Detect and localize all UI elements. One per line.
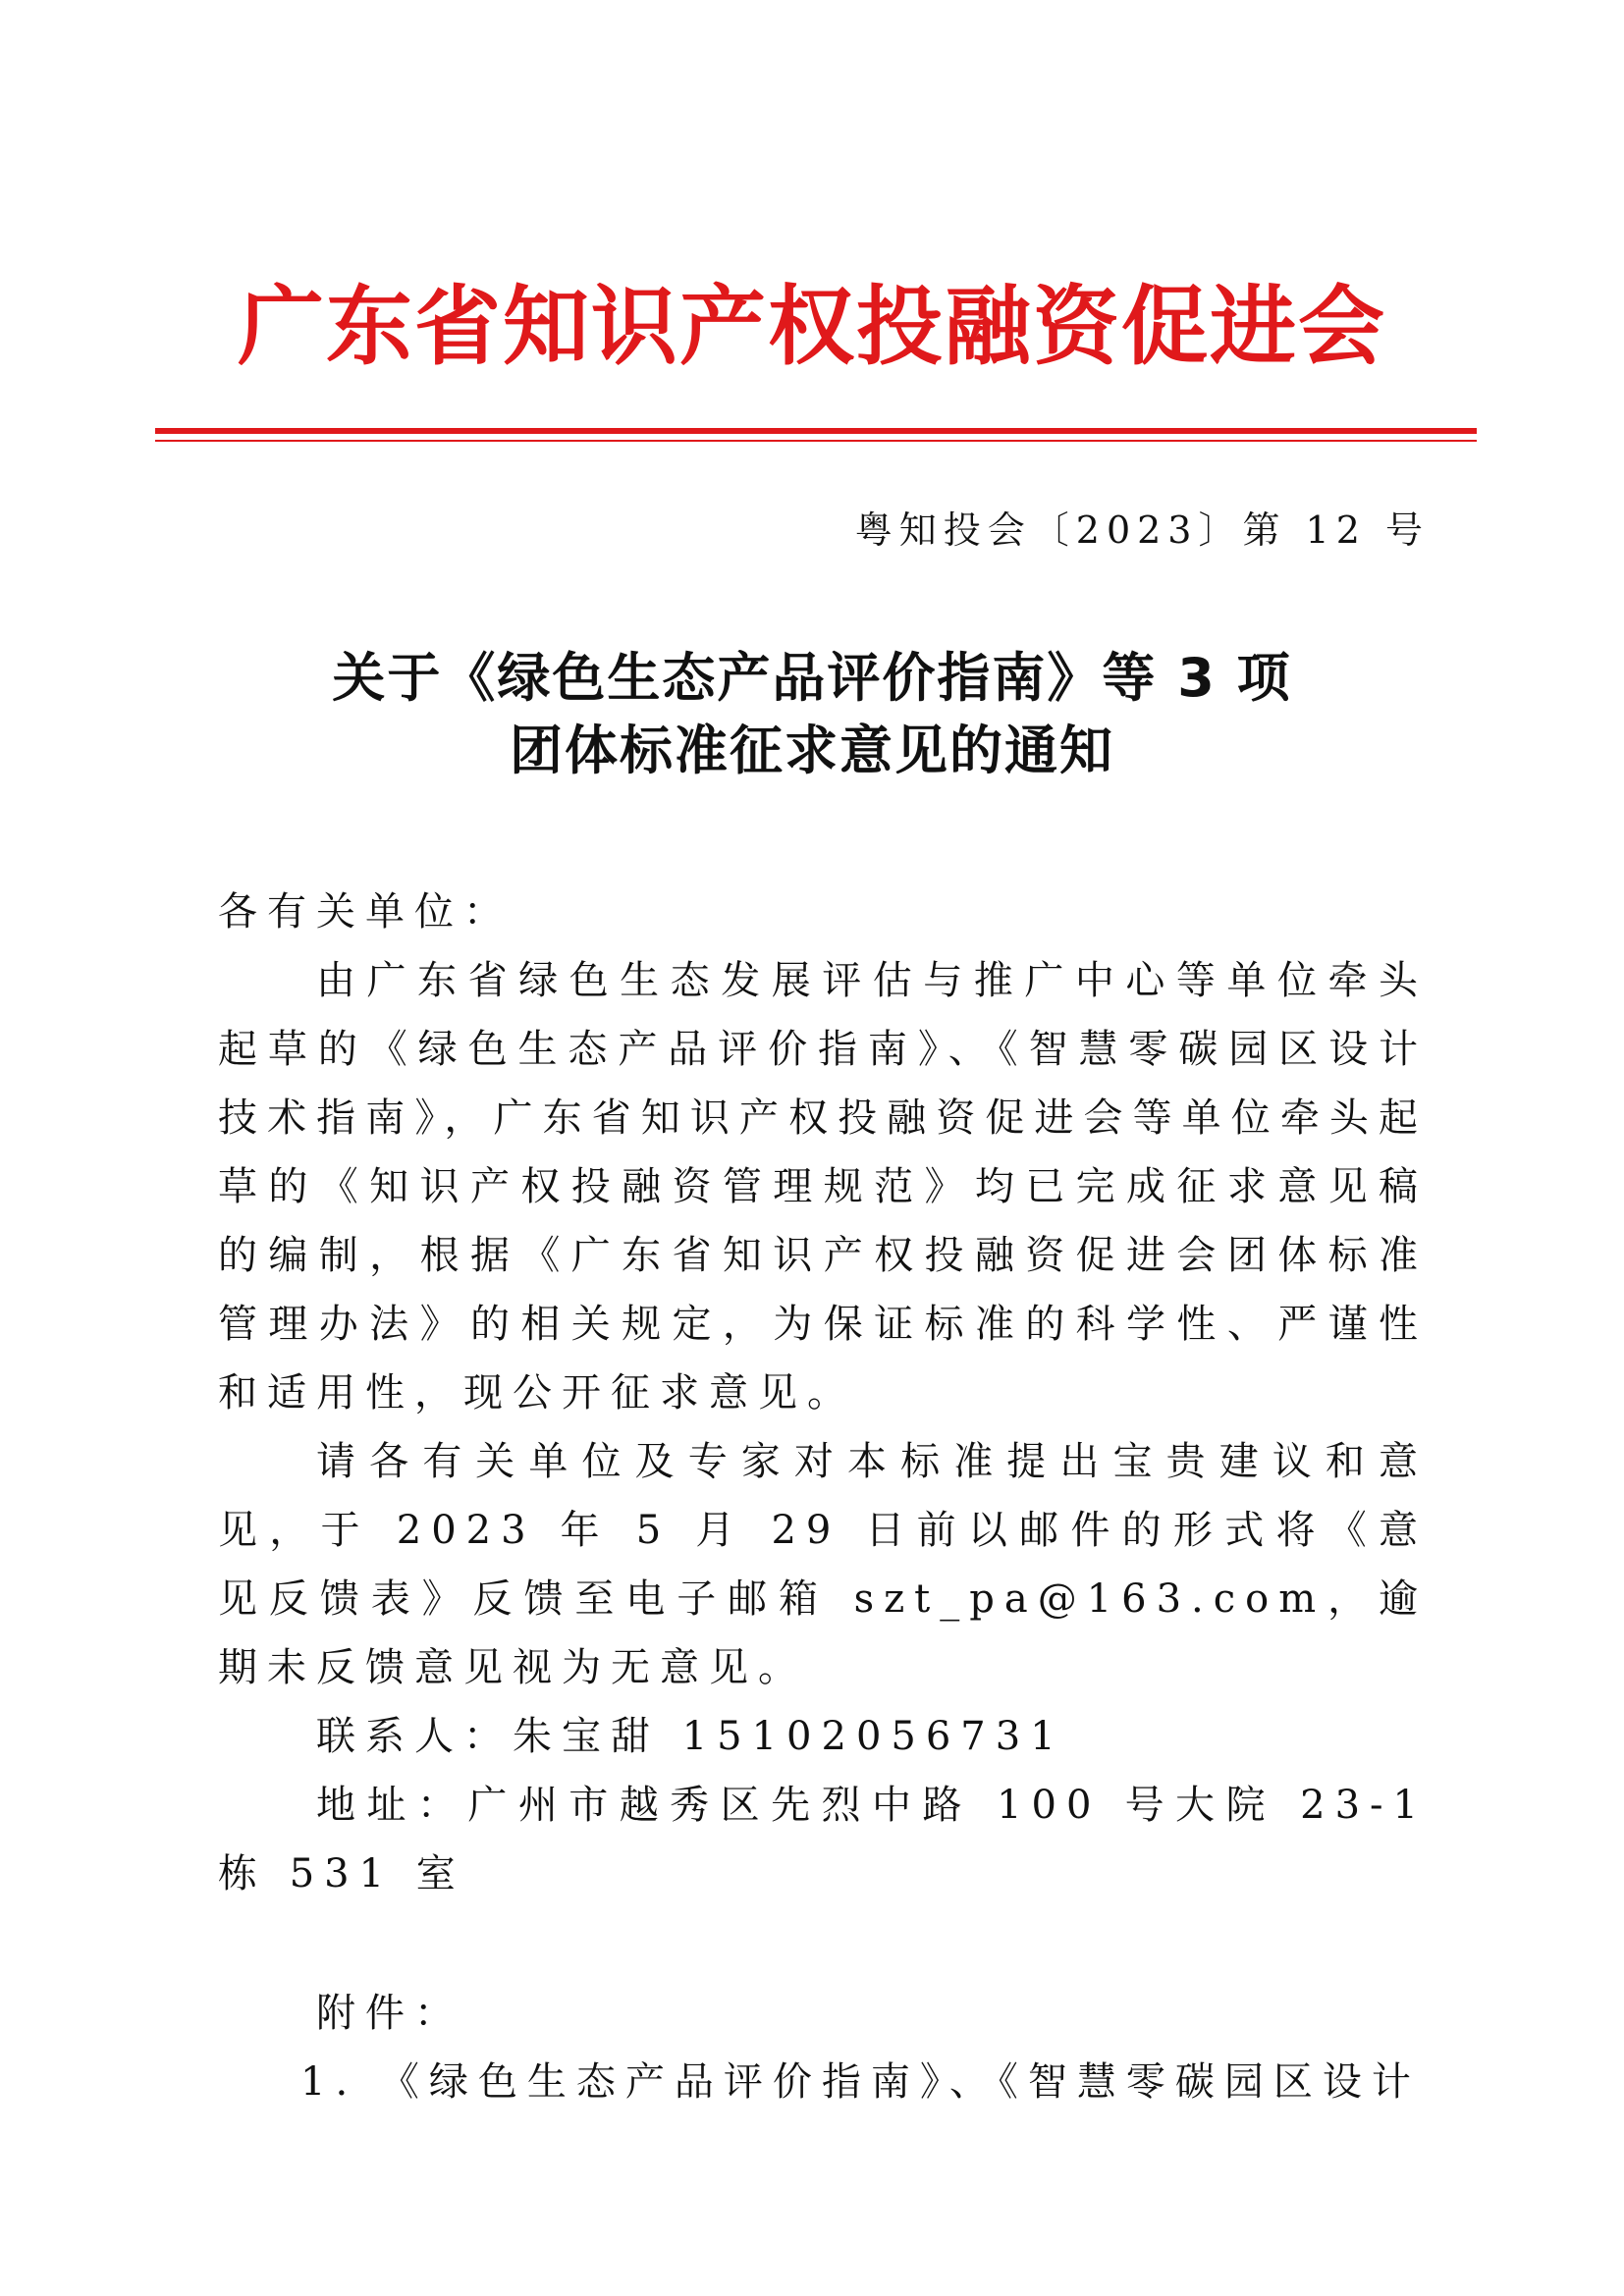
spacer: [218, 1908, 1428, 1979]
paragraph-drafting-info: 由广东省绿色生态发展评估与推广中心等单位牵头起草的《绿色生态产品评价指南》、《智慧零碳园区设计技术指南》，广东省知识产权投融资促进会等单位牵头起草的《知识产权投融资管理规范》均已完成征求意见稿的编制，根据《广东省知识产权投融资促进会团体标准管理办法》的相关规定，为保证标准的科学性、严谨性和适用性，现公开征求意见。: [218, 958, 1428, 1415]
document-number: 粤知投会〔2023〕第 12 号: [854, 508, 1430, 552]
notice-title: [0, 642, 1624, 787]
red-rule-thin: [155, 440, 1477, 442]
attachment-item-1: 1. 《绿色生态产品评价指南》、《智慧零碳园区设计: [300, 2059, 1421, 2105]
salutation: 各有关单位：: [218, 889, 513, 934]
attachments-label: 附件：: [316, 1991, 463, 2036]
notice-title-line-2: 团体标准征求意见的通知: [510, 720, 1114, 781]
contact-person: 联系人：朱宝甜 15102056731: [316, 1714, 1065, 1759]
notice-title-line-1: 关于《绿色生态产品评价指南》等 3 项: [332, 647, 1292, 709]
contact-address: 地址：广州市越秀区先烈中路 100 号大院 23-1 栋 531 室: [218, 1783, 1428, 1896]
paragraph-feedback-request: 请各有关单位及专家对本标准提出宝贵建议和意见，于 2023 年 5 月 29 日前以邮件的形式将《意见反馈表》反馈至电子邮箱 szt_pa@163.com，逾期未反馈意见视为无意见。: [218, 1439, 1428, 1690]
notice-body: [218, 878, 1428, 2116]
red-rule-thick: [155, 428, 1477, 434]
organization-name-header: 广东省知识产权投融资促进会: [237, 276, 1386, 377]
